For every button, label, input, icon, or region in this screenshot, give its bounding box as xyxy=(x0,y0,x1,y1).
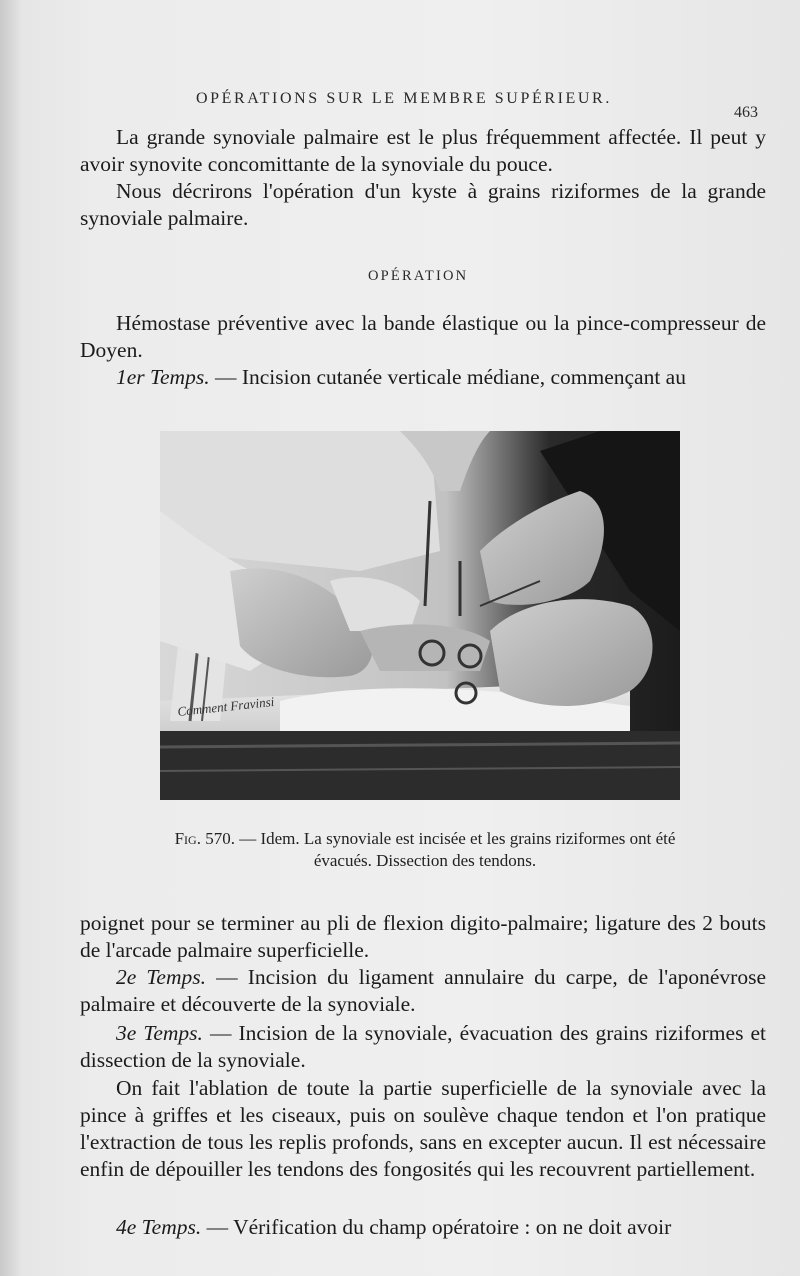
intro-paragraph-1: La grande synoviale palmaire est le plus fréquemment affectée. Il peut y avoir synovite concomittante de la synoviale du pouce. xyxy=(80,125,766,176)
figure-caption xyxy=(145,828,705,872)
hemostase-paragraph: Hémostase préventive avec la bande élastique ou la pince-compresseur de Doyen. xyxy=(80,311,766,362)
temps-3-label: 3e Temps. xyxy=(116,1021,203,1045)
temps-1-label: 1er Temps. xyxy=(116,365,210,389)
temps-4-line xyxy=(80,1214,766,1241)
photographer-signature: Comment Fravinsi xyxy=(176,693,275,719)
page-gutter-shadow xyxy=(0,0,22,1276)
figure-number: Fig. 570. xyxy=(174,829,235,848)
temps-4-label: 4e Temps. xyxy=(116,1215,202,1239)
temps-1-line xyxy=(80,364,766,391)
temps-1-text: — Incision cutanée verticale médiane, commençant au xyxy=(214,365,686,389)
surgery-photograph xyxy=(160,431,680,800)
temps-2-text: — Incision du ligament annulaire du carpe, de l'aponévrose palmaire et découverte de la synoviale. xyxy=(80,965,767,1016)
intro-paragraph-2: Nous décrirons l'opération d'un kyste à grains riziformes de la grande synoviale palmaire. xyxy=(80,179,766,230)
temps-3-paragraph xyxy=(80,1020,766,1074)
temps-1-continuation: poignet pour se terminer au pli de flexion digito-palmaire; ligature des 2 bouts de l'arcade palmaire superficielle. xyxy=(80,911,766,962)
temps-3-text: — Incision de la synoviale, évacuation des grains riziformes et dissection de la synoviale. xyxy=(80,1021,767,1072)
page-number: 463 xyxy=(734,104,758,121)
temps-4-text: — Vérification du champ opératoire : on ne doit avoir xyxy=(206,1215,672,1239)
figure-caption-text: — Idem. La synoviale est incisée et les grains riziformes ont été évacués. Dissection des tendons. xyxy=(239,829,676,870)
section-title: OPÉRATION xyxy=(368,268,469,284)
temps-2-paragraph xyxy=(80,964,766,1018)
temps-2-label: 2e Temps. xyxy=(116,965,206,989)
ablation-paragraph: On fait l'ablation de toute la partie superficielle de la synoviale avec la pince à griffes et les ciseaux, puis on soulève chaque tendon et l'on pratique l'extraction de tous les replis profonds, sans en excepter aucun. Il est nécessaire enfin de dépouiller les tendons des fongosités qui les recouvrent partiellement. xyxy=(80,1076,766,1181)
running-header: OPÉRATIONS SUR LE MEMBRE SUPÉRIEUR. xyxy=(196,90,612,107)
photo-illustration xyxy=(160,431,680,800)
